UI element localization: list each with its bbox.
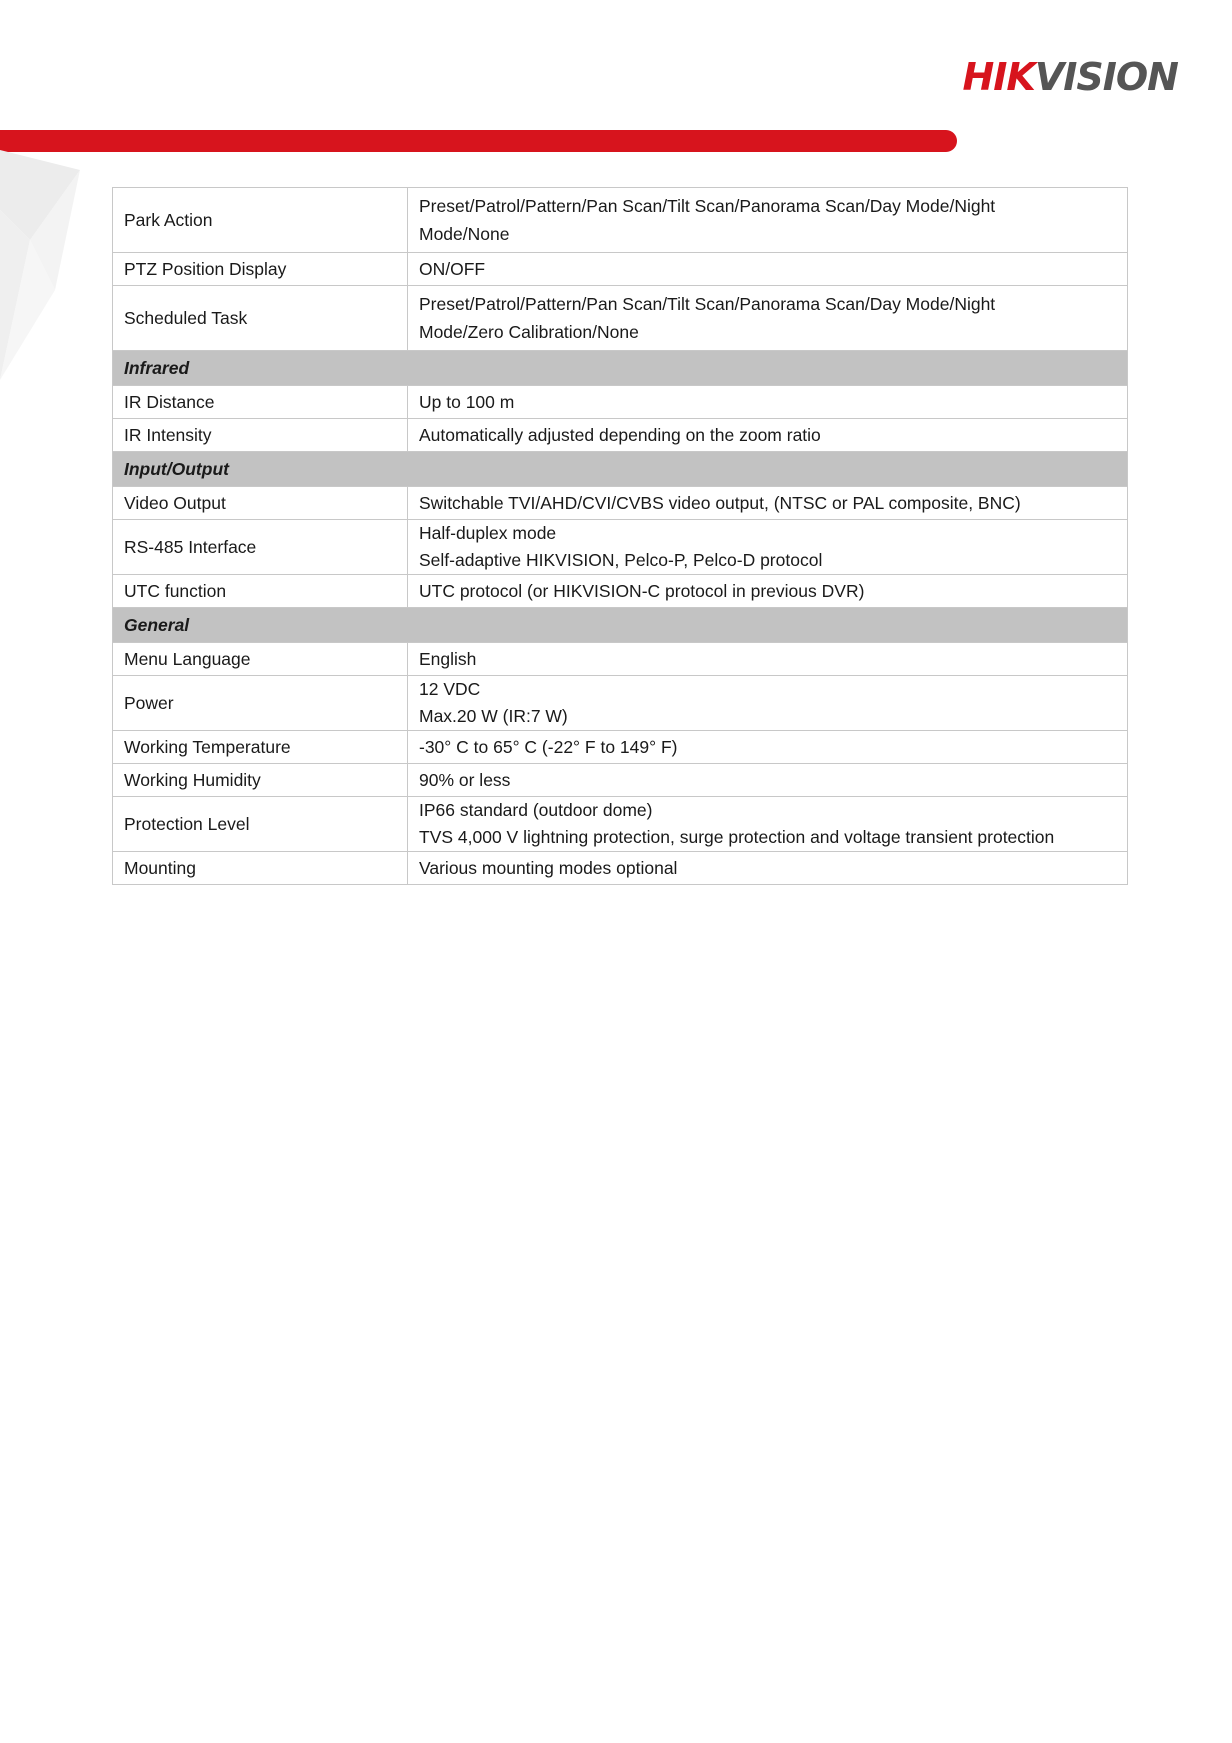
spec-value [408,253,1128,286]
spec-value [408,676,1128,731]
spec-value-line: Preset/Patrol/Pattern/Pan Scan/Tilt Scan/Panorama Scan/Day Mode/Night [419,294,996,314]
section-header: General [113,608,1128,643]
spec-row [113,419,1128,452]
spec-value [408,731,1128,764]
spec-label: Scheduled Task [113,286,408,351]
spec-label: IR Intensity [113,419,408,452]
spec-value-line: 12 VDC [419,679,481,699]
spec-value-line: English [419,649,477,669]
spec-value-line: Various mounting modes optional [419,858,678,878]
section-header: Input/Output [113,452,1128,487]
header-red-bar [0,130,957,152]
spec-label: IR Distance [113,386,408,419]
spec-table [112,187,1128,885]
spec-value-line: Preset/Patrol/Pattern/Pan Scan/Tilt Scan/Panorama Scan/Day Mode/Night [419,196,996,216]
spec-value-line: Half-duplex mode [419,523,557,543]
spec-value-line: Max.20 W (IR:7 W) [419,706,568,726]
spec-row [113,797,1128,852]
spec-value [408,286,1128,351]
spec-value-line: Mode/None [419,224,510,244]
spec-label: Park Action [113,188,408,253]
spec-row [113,643,1128,676]
spec-label: PTZ Position Display [113,253,408,286]
spec-row [113,188,1128,253]
spec-label: Video Output [113,487,408,520]
spec-label: Protection Level [113,797,408,852]
spec-value-line: IP66 standard (outdoor dome) [419,800,653,820]
spec-label: RS-485 Interface [113,520,408,575]
spec-row [113,286,1128,351]
spec-value [408,487,1128,520]
logo-text-gray: VISION [1034,55,1178,99]
spec-value-line: Automatically adjusted depending on the zoom ratio [419,425,821,445]
spec-row [113,253,1128,286]
spec-row [113,520,1128,575]
spec-value [408,797,1128,852]
spec-label: Power [113,676,408,731]
section-header-row [113,608,1128,643]
spec-value [408,188,1128,253]
spec-value-line: -30° C to 65° C (-22° F to 149° F) [419,737,678,757]
spec-value [408,852,1128,885]
spec-value-line: TVS 4,000 V lightning protection, surge protection and voltage transient protection [419,827,1055,847]
spec-row [113,852,1128,885]
spec-value [408,764,1128,797]
watermark-graphic [0,150,100,400]
spec-row [113,731,1128,764]
spec-value-line: Switchable TVI/AHD/CVI/CVBS video output, (NTSC or PAL composite, BNC) [419,493,1021,513]
spec-label: UTC function [113,575,408,608]
spec-row [113,764,1128,797]
spec-value-line: Up to 100 m [419,392,515,412]
spec-value [408,643,1128,676]
spec-value-line: Mode/Zero Calibration/None [419,322,639,342]
spec-row [113,386,1128,419]
spec-row [113,575,1128,608]
spec-label: Menu Language [113,643,408,676]
section-header-row [113,452,1128,487]
logo-text-red: HIK [962,55,1035,99]
spec-value [408,575,1128,608]
section-header-row [113,351,1128,386]
spec-value [408,520,1128,575]
spec-value-line: UTC protocol (or HIKVISION-C protocol in previous DVR) [419,581,865,601]
spec-label: Working Humidity [113,764,408,797]
section-header: Infrared [113,351,1128,386]
hikvision-logo [962,55,1178,99]
spec-value-line: 90% or less [419,770,511,790]
spec-label: Mounting [113,852,408,885]
spec-value-line: Self-adaptive HIKVISION, Pelco-P, Pelco-D protocol [419,550,823,570]
spec-value-line: ON/OFF [419,259,486,279]
spec-value [408,386,1128,419]
spec-label: Working Temperature [113,731,408,764]
spec-value [408,419,1128,452]
spec-row [113,487,1128,520]
spec-row [113,676,1128,731]
